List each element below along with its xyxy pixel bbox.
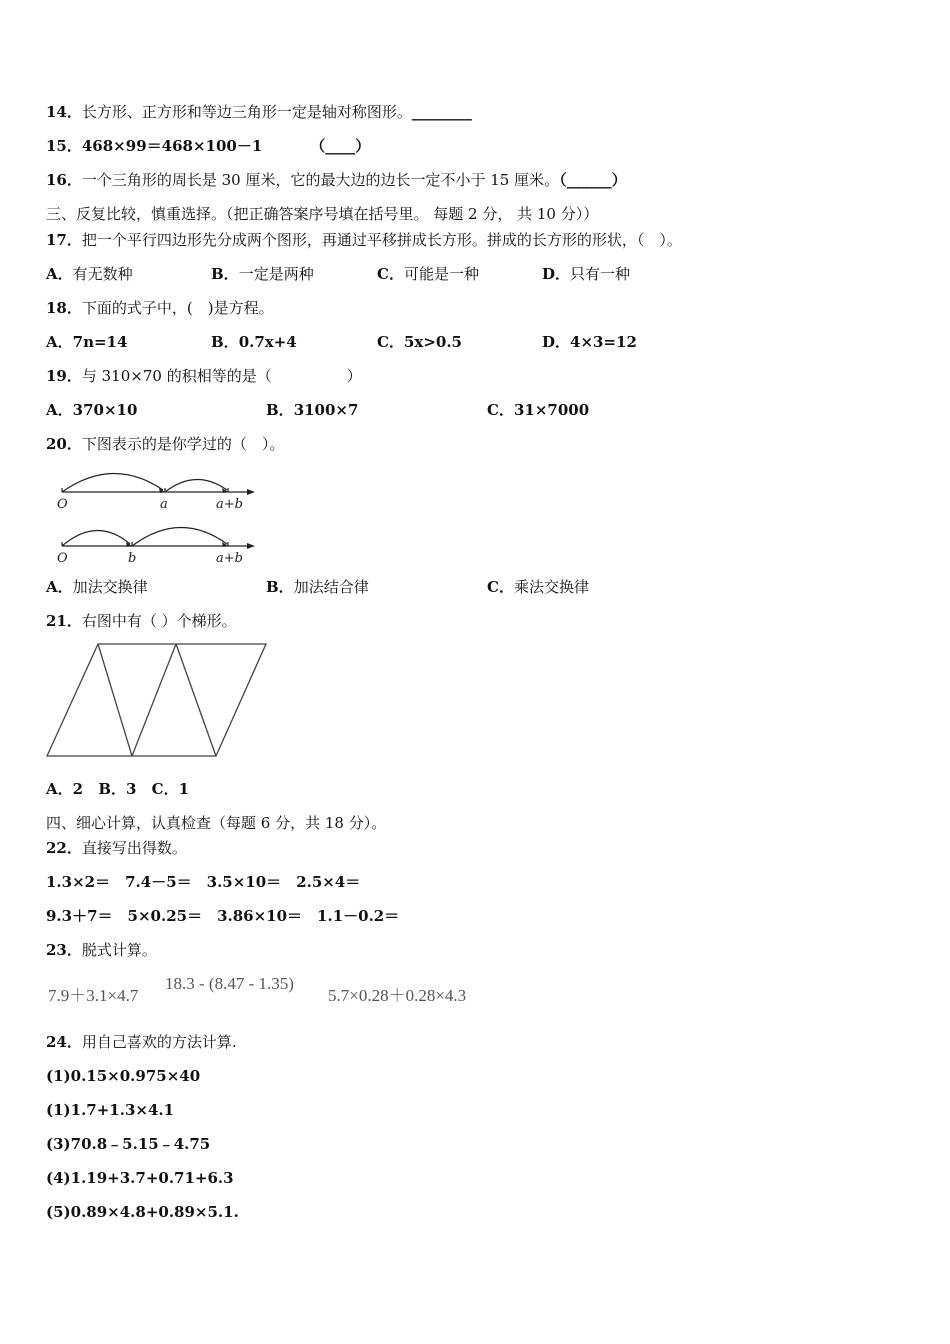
question-20 bbox=[46, 434, 284, 454]
question-24 bbox=[46, 1032, 237, 1052]
question-text: 与 310×70 的积相等的是（ ） bbox=[81, 367, 362, 385]
question-19 bbox=[46, 366, 362, 386]
arc-b bbox=[165, 479, 227, 492]
question-number: 24． bbox=[46, 1033, 82, 1051]
calc-item: (4)1.19+3.7+0.71+6.3 bbox=[46, 1169, 234, 1187]
label-zero: O bbox=[57, 497, 68, 512]
option-d[interactable]: D．4×3=12 bbox=[542, 333, 637, 351]
calc-item: (3)70.8﹣5.15﹣4.75 bbox=[46, 1135, 211, 1153]
answer-blank: （______） bbox=[559, 171, 627, 189]
formula-2: 18.3 - (8.47 - 1.35) bbox=[165, 974, 294, 993]
question-number: 16． bbox=[46, 171, 82, 189]
option-c[interactable]: C．乘法交换律 bbox=[487, 578, 589, 596]
inner-line bbox=[98, 644, 132, 756]
option-a[interactable]: A．370×10 bbox=[46, 401, 138, 419]
arc-a-2 bbox=[132, 527, 227, 546]
number-line-diagram bbox=[46, 462, 266, 572]
question-number: 22． bbox=[46, 839, 82, 857]
question-21 bbox=[46, 611, 237, 631]
parallelogram-outline bbox=[47, 644, 266, 756]
question-15 bbox=[46, 136, 370, 156]
question-number: 14． bbox=[46, 103, 82, 121]
question-text: 一个三角形的周长是 30 厘米，它的最大边的边长一定不小于 15 厘米。 bbox=[81, 171, 560, 189]
question-text: 长方形、正方形和等边三角形一定是轴对称图形。 bbox=[81, 103, 412, 121]
label-zero: O bbox=[57, 551, 68, 566]
option-c[interactable]: C．1 bbox=[151, 780, 190, 798]
label-sum: a+b bbox=[216, 551, 243, 566]
option-a[interactable]: A．7n=14 bbox=[46, 333, 128, 351]
arrow-icon bbox=[247, 543, 255, 549]
question-text: 右图中有（ ）个梯形。 bbox=[81, 612, 237, 630]
q21-options bbox=[46, 779, 189, 799]
question-number: 21． bbox=[46, 612, 82, 630]
question-text: 脱式计算。 bbox=[81, 941, 157, 959]
option-b[interactable]: B．3100×7 bbox=[266, 401, 359, 419]
label-a: a bbox=[160, 497, 168, 512]
answer-blank: （____） bbox=[310, 137, 371, 155]
question-number: 19． bbox=[46, 367, 82, 385]
question-text: 用自己喜欢的方法计算. bbox=[81, 1033, 237, 1051]
question-number: 23． bbox=[46, 941, 82, 959]
formula-3: 5.7×0.28＋0.28×4.3 bbox=[328, 986, 467, 1005]
question-text: 直接写出得数。 bbox=[81, 839, 187, 857]
section-3-title: 三、反复比较，慎重选择。（把正确答案序号填在括号里。 每题 2 分， 共 10 分）） bbox=[46, 205, 599, 223]
inner-line bbox=[132, 644, 176, 756]
formula-1: 7.9＋3.1×4.7 bbox=[48, 986, 139, 1005]
option-b[interactable]: B．0.7x+4 bbox=[211, 333, 297, 351]
calc-item: (5)0.89×4.8+0.89×5.1. bbox=[46, 1203, 239, 1221]
oral-calc-row-2: 9.3＋7＝ 5×0.25＝ 3.86×10＝ 1.1－0.2＝ bbox=[46, 907, 400, 925]
option-a[interactable]: A．有无数种 bbox=[46, 265, 133, 283]
question-23 bbox=[46, 940, 157, 960]
question-number: 20． bbox=[46, 435, 82, 453]
question-number: 17． bbox=[46, 231, 82, 249]
option-b[interactable]: B．一定是两种 bbox=[211, 265, 314, 283]
inner-line bbox=[176, 644, 216, 756]
question-text: 下图表示的是你学过的（ ）。 bbox=[81, 435, 285, 453]
question-number: 15． bbox=[46, 137, 82, 155]
option-d[interactable]: D．只有一种 bbox=[542, 265, 631, 283]
arc-a bbox=[62, 473, 163, 492]
arrow-icon bbox=[247, 489, 255, 495]
question-22 bbox=[46, 838, 187, 858]
question-text: 468×99＝468×100－1 bbox=[81, 137, 263, 155]
option-a[interactable]: A．2 bbox=[46, 780, 84, 798]
question-14 bbox=[46, 102, 472, 122]
question-18 bbox=[46, 298, 274, 318]
option-b[interactable]: B．加法结合律 bbox=[266, 578, 369, 596]
label-b: b bbox=[128, 551, 137, 566]
question-16 bbox=[46, 170, 627, 190]
question-text: 把一个平行四边形先分成两个图形，再通过平移拼成长方形。拼成的长方形的形状，（ ）。 bbox=[81, 231, 682, 249]
option-c[interactable]: C．可能是一种 bbox=[377, 265, 479, 283]
trapezoid-figure bbox=[46, 643, 268, 759]
option-a[interactable]: A．加法交换律 bbox=[46, 578, 148, 596]
calc-item: (1)0.15×0.975×40 bbox=[46, 1067, 201, 1085]
option-c[interactable]: C．5x>0.5 bbox=[377, 333, 462, 351]
question-17 bbox=[46, 230, 682, 250]
arc-b-2 bbox=[62, 530, 130, 546]
calc-item: (1)1.7+1.3×4.1 bbox=[46, 1101, 175, 1119]
question-text: 下面的式子中，( )是方程。 bbox=[81, 299, 274, 317]
oral-calc-row-1: 1.3×2＝ 7.4－5＝ 3.5×10＝ 2.5×4＝ bbox=[46, 873, 361, 891]
answer-blank: ________ bbox=[411, 103, 472, 121]
label-sum: a+b bbox=[216, 497, 243, 512]
section-4-title: 四、细心计算，认真检查（每题 6 分，共 18 分）。 bbox=[46, 814, 387, 832]
question-number: 18． bbox=[46, 299, 82, 317]
option-c[interactable]: C．31×7000 bbox=[487, 401, 590, 419]
option-b[interactable]: B．3 bbox=[98, 780, 137, 798]
